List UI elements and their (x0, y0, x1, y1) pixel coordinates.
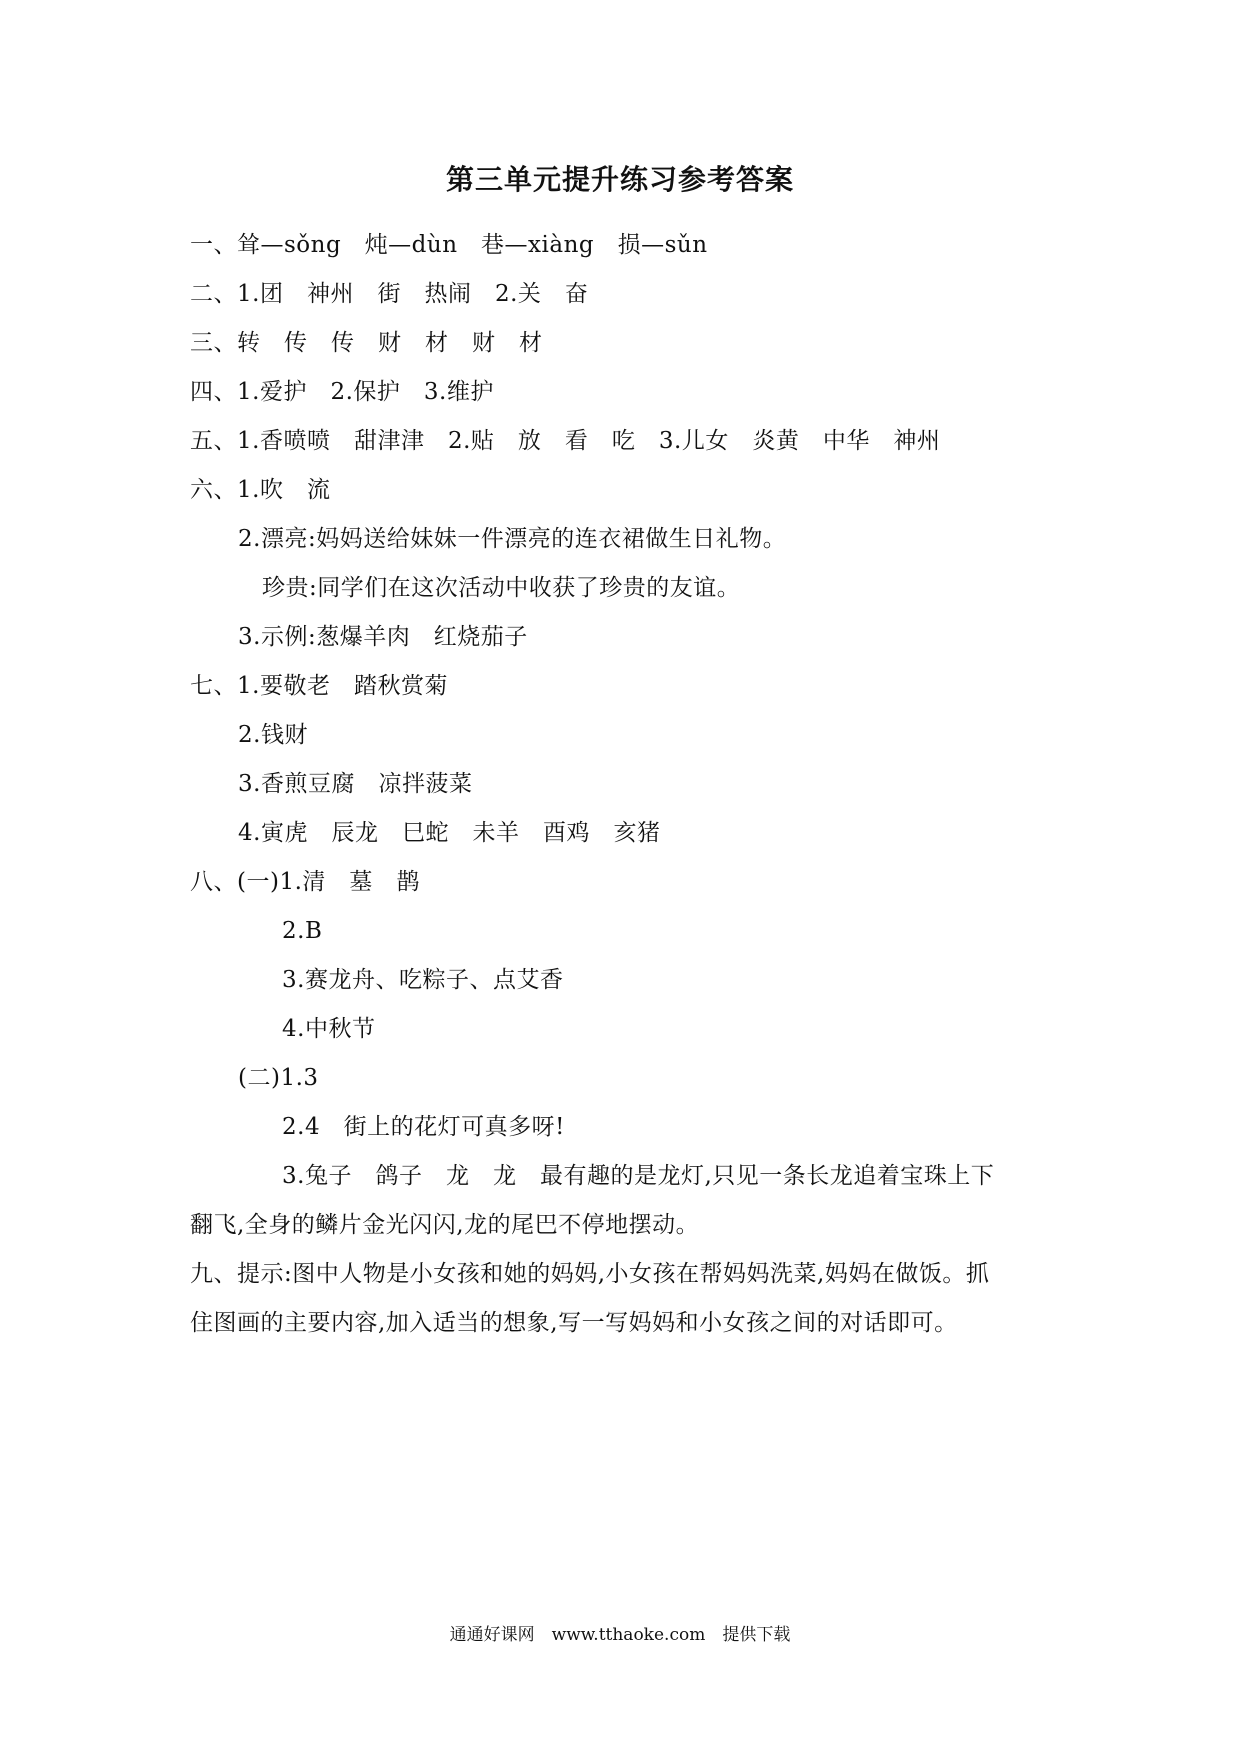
answer-line-3: 三、转 传 传 财 材 财 材 (190, 330, 543, 356)
answer-line-9: 九、提示:图中人物是小女孩和她的妈妈,小女孩在帮妈妈洗菜,妈妈在做饭。抓 (190, 1261, 990, 1287)
page-title: 第三单元提升练习参考答案 (445, 163, 794, 196)
answer-line-8-2-3-cont: 翻飞,全身的鳞片金光闪闪,龙的尾巴不停地摆动。 (190, 1212, 700, 1238)
answer-list (190, 221, 1060, 1348)
answer-line-8-1-2: 2.B (282, 918, 323, 944)
answer-line-7-2: 2.钱财 (238, 722, 308, 748)
answer-line-8-2-1: (二)1.3 (238, 1065, 319, 1091)
answer-line-8: 八、(一)1.清 墓 鹊 (190, 869, 420, 895)
answer-line-7: 七、1.要敬老 踏秋赏菊 (190, 673, 448, 699)
answer-line-9-cont: 住图画的主要内容,加入适当的想象,写一写妈妈和小女孩之间的对话即可。 (190, 1310, 958, 1336)
answer-line-6-2: 2.漂亮:妈妈送给妹妹一件漂亮的连衣裙做生日礼物。 (238, 526, 787, 552)
page-footer: 通通好课网 www.tthaoke.com 提供下载 (449, 1625, 791, 1645)
answer-line-1: 一、耸—sǒng 炖—dùn 巷—xiàng 损—sǔn (190, 232, 708, 258)
answer-line-6-2b: 珍贵:同学们在这次活动中收获了珍贵的友谊。 (262, 575, 741, 601)
answer-line-4: 四、1.爱护 2.保护 3.维护 (190, 379, 494, 405)
answer-line-8-1-3: 3.赛龙舟、吃粽子、点艾香 (282, 967, 564, 993)
answer-line-7-3: 3.香煎豆腐 凉拌菠菜 (238, 771, 473, 797)
answer-line-6-3: 3.示例:葱爆羊肉 红烧茄子 (238, 624, 528, 650)
answer-line-8-1-4: 4.中秋节 (282, 1016, 376, 1042)
answer-line-7-4: 4.寅虎 辰龙 巳蛇 未羊 酉鸡 亥猪 (238, 820, 661, 846)
answer-line-8-2-3: 3.兔子 鸽子 龙 龙 最有趣的是龙灯,只见一条长龙追着宝珠上下 (282, 1163, 995, 1189)
answer-line-8-2-2: 2.4 街上的花灯可真多呀! (282, 1114, 565, 1140)
answer-line-2: 二、1.团 神州 街 热闹 2.关 奋 (190, 281, 589, 307)
answer-line-5: 五、1.香喷喷 甜津津 2.贴 放 看 吃 3.儿女 炎黄 中华 神州 (190, 428, 941, 454)
answer-line-6: 六、1.吹 流 (190, 477, 331, 503)
